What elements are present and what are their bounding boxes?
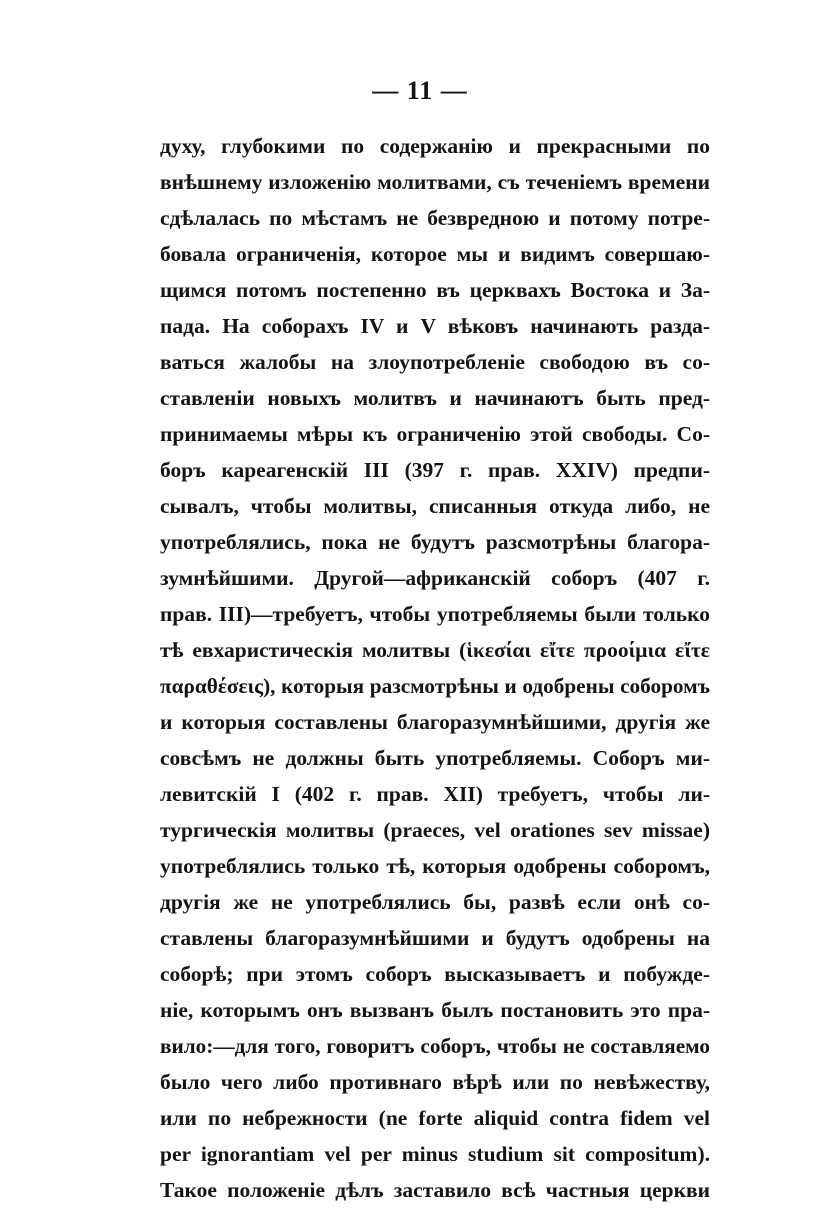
text-line: per ignorantiam vel per minus studium sit compositum). [160,1142,710,1166]
text-line: боръ кареагенскій III (397 г. прав. XXIV) предпи- [160,458,710,482]
text-line: παραθέσεις), которыя разсмотрѣны и одобрены соборомъ [160,674,710,698]
text-line: и которыя составлены благоразумнѣйшими, другія же [160,710,710,734]
text-line: пада. На соборахъ IV и V вѣковъ начинають разда- [160,314,710,338]
text-line: ставленіи новыхъ молитвъ и начинаютъ быть пред- [160,386,710,410]
text-line: бовала ограниченія, которое мы и видимъ совершаю- [160,242,710,266]
text-line: духу, глубокими по содержанію и прекрасными по [160,134,710,158]
text-line: тѣ евхаристическія молитвы (ἱκεσίαι εἴτε προοίμια εἴτε [160,638,710,662]
text-line: ставлены благоразумнѣйшими и будутъ одобрены на [160,926,710,950]
text-line: принимаемы мѣры къ ограниченію этой свободы. Со- [160,422,710,446]
text-line: щимся потомъ постепенно въ церквахъ Востока и За- [160,278,710,302]
text-line: ваться жалобы на злоупотребленіе свободою въ со- [160,350,710,374]
text-line: тургическія молитвы (praeces, vel orationes sev missae) [160,818,710,842]
text-line: сывалъ, чтобы молитвы, списанныя откуда либо, не [160,494,710,518]
text-line: употреблялись только тѣ, которыя одобрены соборомъ, [160,854,710,878]
text-line: левитскій I (402 г. прав. XII) требуетъ, чтобы ли- [160,782,710,806]
text-line: вило:—для того, говоритъ соборъ, чтобы не составляемо [160,1034,710,1058]
text-line: сдѣлалась по мѣстамъ не безвредною и потому потре- [160,206,710,230]
text-line: прав. III)—требуетъ, чтобы употребляемы были только [160,602,710,626]
text-line: соборѣ; при этомъ соборъ высказываетъ и побужде- [160,962,710,986]
page-number: — 11 — [372,76,468,105]
text-line: употреблялись, пока не будутъ разсмотрѣны благора- [160,530,710,554]
text-line: совсѣмъ не должны быть употребляемы. Соборъ ми- [160,746,710,770]
text-line: было чего либо противнаго вѣрѣ или по невѣжеству, [160,1070,710,1094]
body-text [160,128,710,1208]
text-line: зумнѣйшими. Другой—африканскій соборъ (407 г. [160,566,710,590]
text-line: или по небрежности (ne forte aliquid contra fidem vel [160,1106,710,1130]
text-line: Такое положеніе дѣлъ заставило всѣ частныя церкви [160,1178,710,1202]
text-line: внѣшнему изложенію молитвами, съ теченіемъ времени [160,170,710,194]
text-line: ніе, которымъ онъ вызванъ былъ постановить это пра- [160,998,710,1022]
text-line: другія же не употреблялись бы, развѣ если онѣ со- [160,890,710,914]
